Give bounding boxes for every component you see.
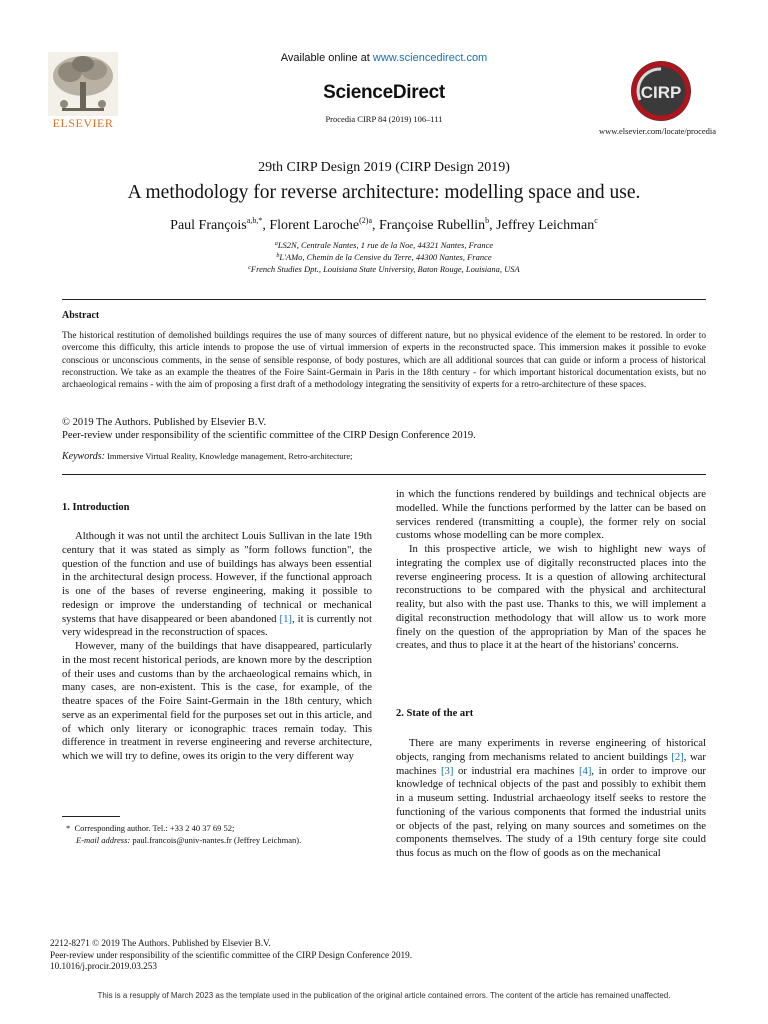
author-affiliation-mark: b — [485, 216, 490, 225]
footnote-line — [66, 822, 376, 834]
affiliation-mark: a — [274, 241, 278, 247]
copyright-line: © 2019 The Authors. Published by Elsevier B.V. — [62, 417, 267, 428]
author-affiliation-mark: (2)a — [359, 216, 373, 225]
author-name: Jeffrey Leichman — [496, 218, 595, 233]
publication-meta — [50, 938, 412, 973]
author-affiliation-mark: a,b,* — [246, 216, 263, 225]
author-affiliation-mark: c — [594, 216, 598, 225]
sciencedirect-link[interactable]: www.sciencedirect.com — [372, 52, 488, 64]
author-name: Françoise Rubellin — [379, 218, 486, 233]
footnote-text: Corresponding author. Tel.: +33 2 40 37 69 52; — [74, 823, 235, 833]
citation-link[interactable]: [1] — [279, 612, 292, 625]
email-label: E-mail address: — [76, 835, 131, 845]
journal-reference: Procedia CIRP 84 (2019) 106–111 — [325, 114, 443, 124]
paragraph: In this prospective article, we wish to highlight new ways of integrating the complex use of digitally reconstructed places into the reverse engineering process. It is a question of allowing architectural reconstructions to be compared with the physical and architectural reality, but also with the past use. Thanks to this, we will implement a digital reconstruction methodology that will allow us to work more finely on the question of the appropriation by Man of the spaces he creates, and thus to place it at the heart of the historians' concerns. — [396, 543, 706, 652]
affiliation-text: French Studies Dpt., Louisiana State University, Baton Rouge, Louisiana, USA — [250, 264, 520, 274]
paragraph-text: , war machines — [396, 750, 706, 777]
paragraph-text: , it is currently not very widespread in the reconstruction of spaces. — [62, 612, 372, 639]
abstract-top-rule — [62, 299, 706, 300]
author-name: Florent Laroche — [269, 218, 360, 233]
keywords-line — [62, 451, 706, 462]
affiliation-mark: c — [248, 265, 251, 271]
paragraph-text: or industrial era machines — [453, 764, 579, 777]
keywords-text: Immersive Virtual Reality, Knowledge management, Retro-architecture; — [107, 451, 353, 461]
locate-url: www.elsevier.com/locate/procedia — [599, 126, 716, 136]
paragraph — [62, 530, 372, 640]
affiliation-a — [0, 240, 768, 250]
paragraph-text: Although it was not until the architect Louis Sullivan in the late 19th century that it was stated as simply as "form follows function", the question of the function and use of buildings has always been essential in the architectural design process. However, if the functional approach is one of the bases of reverse engineering, making it possible to redesign or improve the understanding of technical or mechanical systems that have disappeared or been abandoned — [62, 530, 372, 625]
conference-title: 29th CIRP Design 2019 (CIRP Design 2019) — [258, 160, 510, 175]
paragraph: in which the functions rendered by buildings and technical objects are modelled. While the functions performed by the latter can be based on services rendered (transmitting a couple), the former rely on social customs whose modelling can be more complex. — [396, 488, 706, 542]
email-value: paul.francois@univ-nantes.fr (Jeffrey Leichman). — [132, 835, 302, 845]
abstract-bottom-rule — [62, 474, 706, 475]
citation-link[interactable]: [4] — [578, 764, 592, 777]
elsevier-wordmark: ELSEVIER — [52, 116, 114, 130]
right-column-top — [396, 488, 706, 653]
peer-review-footer: Peer-review under responsibility of the scientific committee of the CIRP Design Conference 2019. — [50, 949, 413, 960]
affiliation-mark: b — [276, 253, 280, 259]
section-heading-introduction: 1. Introduction — [62, 502, 130, 513]
cirp-logo — [630, 60, 692, 122]
affiliation-c — [0, 264, 768, 274]
doi-line[interactable]: 10.1016/j.procir.2019.03.253 — [50, 961, 157, 971]
citation-link[interactable]: [2] — [671, 750, 684, 763]
paragraph-text: There are many experiments in reverse engineering of historical objects, ranging from mechanisms related to ancient buildings — [396, 737, 706, 763]
peer-review-line: Peer-review under responsibility of the scientific committee of the CIRP Design Conference 2019. — [62, 430, 476, 441]
author-list: Paul François$^{a,b,*}$, Florent Laroche$^{(2)a}$, Françoise Rubellin$^b$, Jeffrey Leichman$^c$ — [170, 216, 598, 233]
section-heading-state-of-the-art: 2. State of the art — [396, 708, 474, 719]
footnote-rule — [62, 816, 120, 817]
affiliation-b — [0, 252, 768, 262]
paper-title: A methodology for reverse architecture: modelling space and use. — [127, 182, 641, 203]
abstract-text: The historical restitution of demolished buildings requires the use of many sources of different nature, but no physical evidence of the element to be restored. In order to overcome this difficulty, this article intends to propose the use of virtual immersion of experts in the reconstructed space. This immersion makes it possible to evoke conscious or unconscious comments, in the sense of sensible response, of body postures, which are all additional sources that can guide or inform a process of historical reconstruction. We take as an example the theatres of the Foire Saint-Germain in Paris in the 18th century - for which important historical documentation exists, but no archaeological remains - with the aim of proposing a first draft of a methodology integrating the sensitivity of experts for a retro-architecture of these spaces. — [62, 331, 706, 391]
keywords-label: Keywords: — [62, 451, 105, 462]
sciencedirect-logo: ScienceDirect — [323, 82, 445, 103]
resupply-notice: This is a resupply of March 2023 as the template used in the publication of the original article contained errors. The content of the article has remained unaffected. — [97, 991, 671, 1000]
abstract-heading: Abstract — [62, 310, 100, 321]
paragraph — [396, 737, 706, 861]
footnote — [66, 822, 376, 846]
right-column-bottom — [396, 737, 706, 861]
issn-line: 2212-8271 © 2019 The Authors. Published by Elsevier B.V. — [50, 938, 271, 948]
cirp-logo-text: CIRP — [640, 83, 682, 102]
paragraph-text: , in order to improve our knowledge of technical objects of the past and possibly to exhibit them in a museum setting. Industrial archaeology itself seeks to restore the functioning of the various components that formed the industrial units or objects of the past, relying on many sources and sometimes on the components themselves. The study of a 19th century forge site could thus focus as much on the flow of goods as on the mechanical — [396, 764, 706, 859]
footnote-marker: * — [66, 823, 71, 833]
left-column — [62, 530, 372, 764]
copyright-block — [62, 416, 706, 442]
affiliation-text: LS2N, Centrale Nantes, 1 rue de la Noe, 44321 Nantes, France — [277, 240, 494, 250]
footnote-email — [66, 834, 376, 846]
author-name: Paul François — [170, 218, 247, 233]
affiliation-text: L'AMo, Chemin de la Censive du Terre, 44300 Nantes, France — [279, 252, 492, 262]
paragraph: However, many of the buildings that have disappeared, particularly in the most recent historical periods, are known more by the description of their uses and customs than by the archaeological remains which, in many cases, are non-existent. This is the case, for example, of the theatre spaces of the Foire Saint-Germain in the 18th century, which serve as an experimental field for the purposes set out in this article, and of which only literary or iconographic traces remain today. This difference in treatment in reverse engineering and reverse architecture, which we will try to define, owes its origin to the very different way — [62, 640, 372, 762]
available-prefix: Available online at — [280, 52, 373, 64]
citation-link[interactable]: [3] — [440, 764, 454, 777]
